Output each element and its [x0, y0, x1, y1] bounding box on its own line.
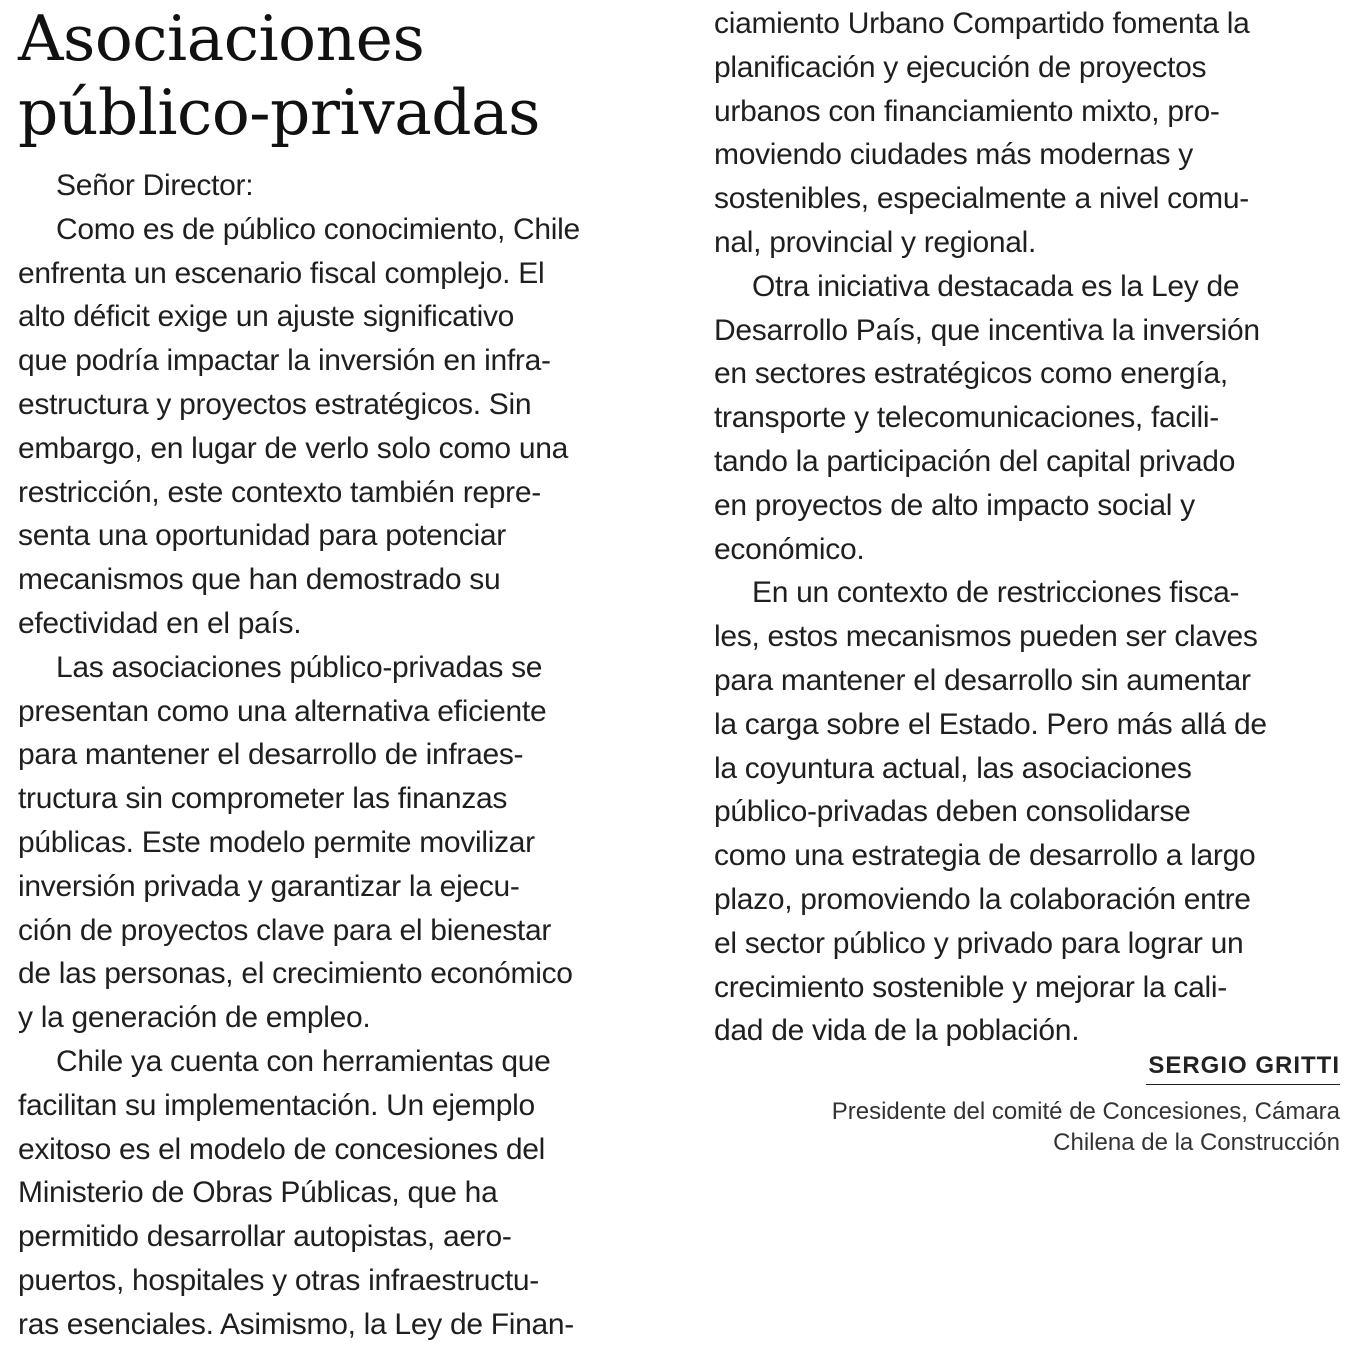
text-line: permitido desarrollar autopistas, aero- — [18, 1220, 512, 1254]
text-line: inversión privada y garantizar la ejecu- — [18, 869, 520, 903]
affiliation-line: Presidente del comité de Concesiones, Cámara — [831, 1098, 1340, 1125]
text-line: senta una oportunidad para potenciar — [18, 519, 506, 553]
text-line: mecanismos que han demostrado su — [18, 563, 501, 597]
text-line: nal, provincial y regional. — [714, 225, 1037, 259]
text-line: Como es de público conocimiento, Chile — [56, 212, 580, 246]
right-text-column — [714, 2, 1344, 1053]
text-line: que podría impactar la inversión en infra- — [18, 344, 551, 378]
text-line: público-privadas deben consolidarse — [714, 795, 1191, 829]
text-line: sostenibles, especialmente a nivel comu- — [714, 182, 1249, 216]
text-line: crecimiento sostenible y mejorar la cali- — [714, 970, 1227, 1004]
text-line: transporte y telecomunicaciones, facili- — [714, 401, 1219, 435]
text-line: enfrenta un escenario fiscal complejo. El — [18, 256, 545, 290]
text-line: económico. — [714, 532, 865, 566]
text-line: presentan como una alternativa eficiente — [18, 694, 547, 728]
text-line: urbanos con financiamiento mixto, pro- — [714, 94, 1220, 128]
text-line: Desarrollo País, que incentiva la inversión — [714, 313, 1260, 347]
text-line: Las asociaciones público-privadas se — [56, 650, 543, 684]
text-line: el sector público y privado para lograr un — [714, 926, 1244, 960]
text-line: la coyuntura actual, las asociaciones — [714, 751, 1192, 785]
text-line: estructura y proyectos estratégicos. Sin — [18, 387, 532, 421]
text-line: Ministerio de Obras Públicas, que ha — [18, 1176, 498, 1210]
text-line: dad de vida de la población. — [714, 1014, 1080, 1048]
text-line: ciamiento Urbano Compartido fomenta la — [714, 7, 1250, 40]
text-line: restricción, este contexto también repre- — [18, 475, 541, 509]
text-line: ción de proyectos clave para el bienestar — [18, 913, 552, 947]
text-line: y la generación de empleo. — [18, 1001, 371, 1035]
article-headline — [18, 2, 658, 150]
text-line: facilitan su implementación. Un ejemplo — [18, 1088, 535, 1122]
text-line: ras esenciales. Asimismo, la Ley de Finan- — [18, 1307, 574, 1341]
text-line: embargo, en lugar de verlo solo como una — [18, 431, 569, 465]
text-line: efectividad en el país. — [18, 606, 302, 640]
text-line: de las personas, el crecimiento económico — [18, 957, 573, 991]
author-affiliation — [740, 1096, 1340, 1158]
text-line: plazo, promoviendo la colaboración entre — [714, 882, 1251, 916]
text-line: para mantener el desarrollo sin aumentar — [714, 663, 1251, 697]
text-line: la carga sobre el Estado. Pero más allá de — [714, 707, 1267, 741]
affiliation-line: Chilena de la Construcción — [1053, 1129, 1340, 1156]
text-line: planificación y ejecución de proyectos — [714, 50, 1207, 84]
text-line: alto déficit exige un ajuste significativo — [18, 300, 515, 334]
text-line: para mantener el desarrollo de infraes- — [18, 738, 524, 772]
headline-line: Asociaciones — [18, 2, 425, 75]
text-line: les, estos mecanismos pueden ser claves — [714, 620, 1258, 654]
headline-line: público-privadas — [18, 76, 540, 149]
text-line: públicas. Este modelo permite movilizar — [18, 825, 535, 859]
text-line: moviendo ciudades más modernas y — [714, 138, 1193, 172]
text-line: Otra iniciativa destacada es la Ley de — [752, 269, 1240, 303]
text-line: exitoso es el modelo de concesiones del — [18, 1132, 545, 1166]
text-line: en sectores estratégicos como energía, — [714, 357, 1228, 391]
text-line: tructura sin comprometer las finanzas — [18, 782, 508, 816]
text-line: En un contexto de restricciones fisca- — [752, 576, 1240, 610]
text-line: puertos, hospitales y otras infraestructu- — [18, 1263, 539, 1297]
left-text-column — [18, 164, 648, 1347]
text-line: como una estrategia de desarrollo a largo — [714, 839, 1256, 873]
text-line: Señor Director: — [56, 169, 254, 202]
author-signature: SERGIO GRITTI — [1146, 1052, 1340, 1085]
text-line: en proyectos de alto impacto social y — [714, 488, 1195, 522]
text-line: Chile ya cuenta con herramientas que — [56, 1044, 551, 1078]
text-line: tando la participación del capital privado — [714, 444, 1236, 478]
